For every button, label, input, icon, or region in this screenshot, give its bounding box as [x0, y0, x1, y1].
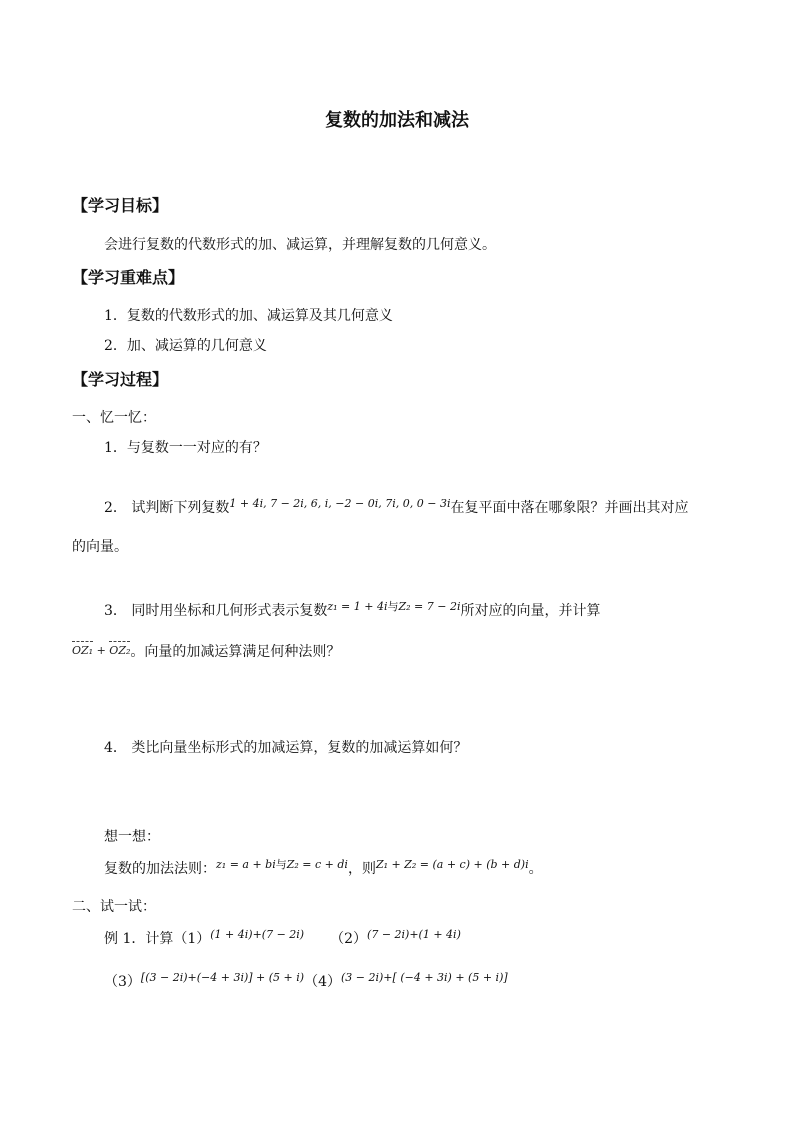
example-row-2	[104, 971, 508, 991]
addition-rule	[104, 856, 543, 878]
example-4-math: (3 − 2i)+[ (−4 + 3i) + (5 + i)]	[341, 971, 508, 984]
goals-heading: 【学习目标】	[72, 196, 169, 215]
question-1: 1．与复数一一对应的有？	[104, 440, 267, 456]
question-3-line2	[72, 641, 340, 661]
question-3-and: 与	[387, 600, 399, 613]
example-1-math: (1 + 4i)+(7 − 2i)	[210, 928, 305, 941]
goals-text: 会进行复数的代数形式的加、减运算，并理解复数的几何意义。	[104, 237, 496, 253]
example-4-label: （4）	[304, 974, 341, 990]
question-4: 4． 类比向量坐标形式的加减运算，复数的加减运算如何？	[104, 740, 468, 756]
process-heading: 【学习过程】	[72, 370, 169, 389]
example-label: 例 1．计算（1）	[104, 931, 211, 947]
vector-plus: +	[93, 644, 110, 657]
key-point-item: 1．复数的代数形式的加、减运算及其几何意义	[104, 308, 393, 324]
question-3-math-b: Z₂ = 7 − 2i	[398, 600, 461, 613]
example-row-1	[104, 928, 461, 948]
think-heading: 想一想：	[104, 829, 160, 845]
page-title: 复数的加法和减法	[325, 110, 469, 131]
question-2-prefix: 2． 试判断下列复数	[104, 500, 230, 516]
addition-rule-mid: ，则	[347, 861, 376, 877]
example-2-math: (7 − 2i)+(1 + 4i)	[367, 928, 461, 941]
addition-rule-math-c: Z₁ + Z₂ = (a + c) + (b + d)i	[375, 858, 529, 871]
addition-rule-and: 与	[275, 858, 287, 871]
question-2	[104, 497, 688, 517]
question-2-suffix: 在复平面中落在哪象限？并画出其对应	[450, 500, 689, 516]
example-3-label: （3）	[104, 974, 141, 990]
addition-rule-prefix: 复数的加法法则：	[104, 861, 216, 877]
question-3-prefix: 3． 同时用坐标和几何形式表示复数	[104, 603, 328, 619]
question-3-suffix: 所对应的向量，并计算	[460, 603, 601, 619]
vector-oz1: OZ₁	[72, 644, 94, 657]
addition-rule-math-b: Z₂ = c + di	[286, 858, 348, 871]
example-3-math: [(3 − 2i)+(−4 + 3i)] + (5 + i)	[140, 971, 305, 984]
addition-rule-end: 。	[528, 861, 543, 877]
key-points-heading: 【学习重难点】	[72, 268, 185, 287]
addition-rule-math-a: z₁ = a + bi	[216, 858, 276, 871]
part2-heading: 二、试一试：	[72, 899, 156, 915]
question-2-math: 1 + 4i, 7 − 2i, 6, i, −2 − 0i, 7i, 0, 0 − 3i	[229, 497, 451, 510]
question-3-math-a: z₁ = 1 + 4i	[327, 600, 388, 613]
example-2-label: （2）	[330, 931, 368, 947]
question-2-line2: 的向量。	[72, 539, 128, 555]
part1-heading: 一、忆一忆：	[72, 410, 156, 426]
question-3	[104, 598, 601, 620]
vector-oz2: OZ₂	[109, 644, 131, 657]
question-3-line2-suffix: 。向量的加减运算满足何种法则？	[130, 644, 341, 660]
key-point-item: 2．加、减运算的几何意义	[104, 338, 267, 354]
